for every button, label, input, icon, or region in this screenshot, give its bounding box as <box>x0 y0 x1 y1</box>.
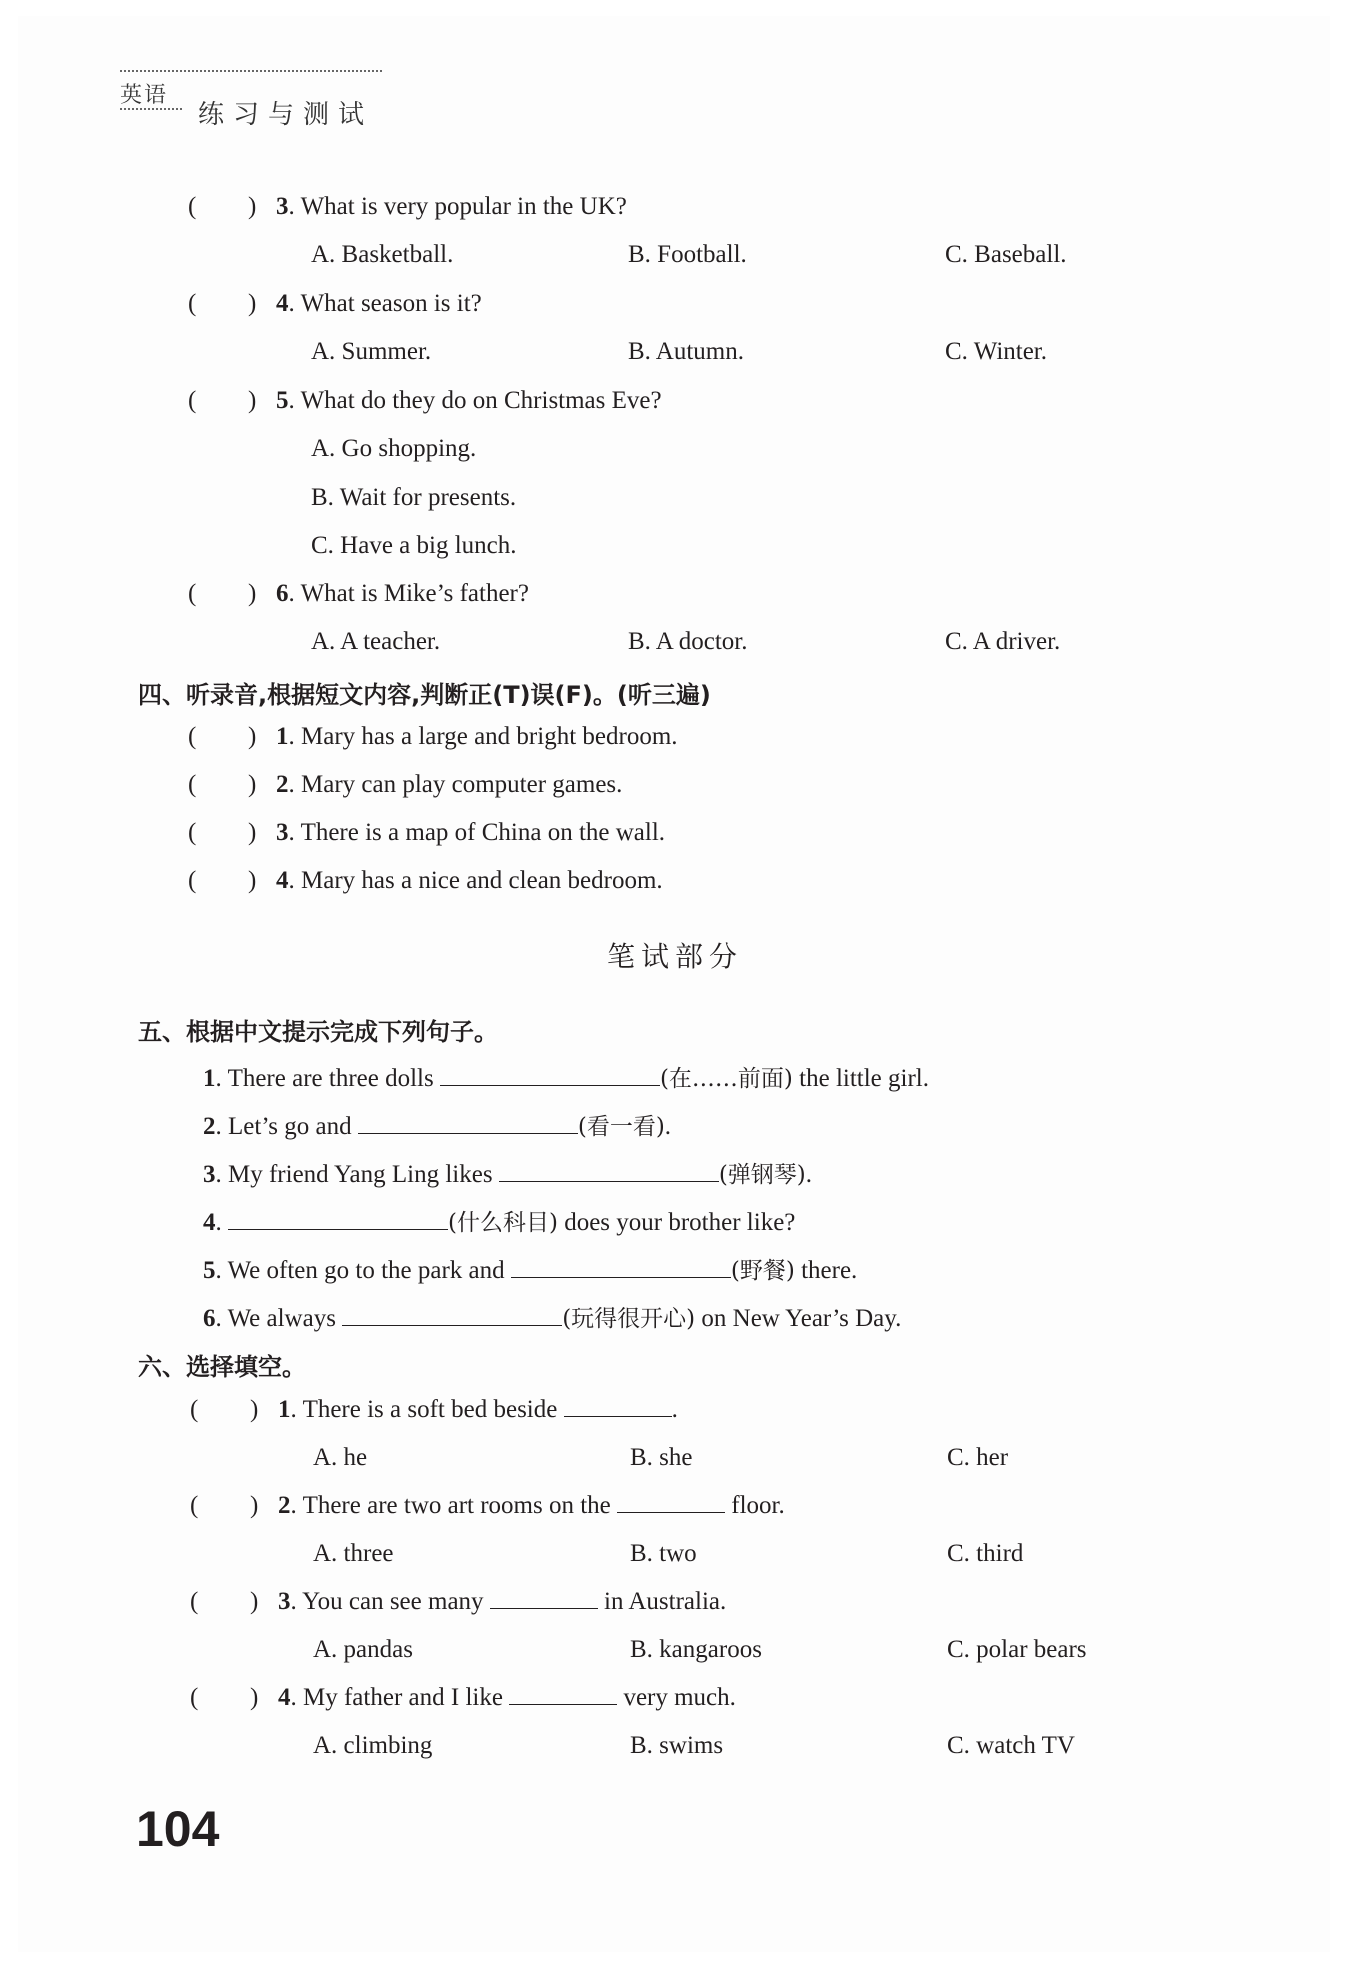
answer-blank[interactable] <box>228 1229 448 1230</box>
sentence-number: 3 <box>203 1161 216 1188</box>
page-header <box>120 70 385 128</box>
answer-paren-open: ( <box>188 193 197 220</box>
sentence-after: does your brother like? <box>564 1209 796 1236</box>
answer-blank[interactable] <box>509 1704 617 1705</box>
statement-text: There is a map of China on the wall. <box>300 819 666 846</box>
question-number: 1 <box>278 1396 291 1423</box>
question-line: 5. What do they do on Christmas Eve? <box>276 387 662 414</box>
header-dotted-underline <box>120 108 182 110</box>
section-heading-4: 四、听录音,根据短文内容,判断正(T)误(F)。(听三遍) <box>138 681 711 709</box>
answer-paren-close: ) <box>250 1396 259 1423</box>
statement-line: 4. Mary has a nice and clean bedroom. <box>276 867 663 894</box>
option-a: A. pandas <box>313 1636 413 1663</box>
option-a: A. he <box>313 1444 368 1471</box>
question-after: . <box>671 1396 678 1423</box>
answer-paren-open: ( <box>188 290 197 317</box>
question-after: very much. <box>623 1684 736 1711</box>
answer-paren-open: ( <box>190 1492 199 1519</box>
statement-number: 4 <box>276 867 289 894</box>
question-after: floor. <box>731 1492 785 1519</box>
answer-paren-open: ( <box>188 867 197 894</box>
statement-line: 2. Mary can play computer games. <box>276 771 623 798</box>
question-text: What is Mike’s father? <box>300 580 529 607</box>
option-a: A. climbing <box>313 1732 433 1759</box>
fill-sentence: 1. There are three dolls (在……前面) the little girl. <box>203 1065 929 1092</box>
sentence-after: the little girl. <box>799 1065 929 1092</box>
answer-paren-close: ) <box>248 290 257 317</box>
question-number: 3 <box>276 193 289 220</box>
header-dotted-rule <box>120 70 382 72</box>
sentence-after: on New Year’s Day. <box>701 1305 902 1332</box>
option-b: B. Wait for presents. <box>311 484 517 511</box>
answer-paren-close: ) <box>250 1684 259 1711</box>
answer-paren-close: ) <box>248 867 257 894</box>
sentence-before: There are three dolls <box>227 1065 434 1092</box>
statement-line: 3. There is a map of China on the wall. <box>276 819 666 846</box>
sentence-before: My friend Yang Ling likes <box>228 1161 493 1188</box>
answer-blank[interactable] <box>499 1181 719 1182</box>
question-line: 2. There are two art rooms on the floor. <box>278 1492 785 1519</box>
sentence-number: 1 <box>203 1065 216 1092</box>
answer-blank[interactable] <box>342 1325 562 1326</box>
question-number: 2 <box>278 1492 291 1519</box>
option-c: C. Baseball. <box>945 241 1067 268</box>
answer-blank[interactable] <box>440 1085 660 1086</box>
question-line: 1. There is a soft bed beside . <box>278 1396 678 1423</box>
fill-sentence: 6. We always (玩得很开心) on New Year’s Day. <box>203 1305 902 1332</box>
answer-paren-close: ) <box>248 193 257 220</box>
sentence-after: . <box>664 1113 672 1140</box>
option-c: C. her <box>947 1444 1009 1471</box>
answer-paren-close: ) <box>250 1588 259 1615</box>
answer-paren-open: ( <box>188 819 197 846</box>
statement-number: 1 <box>276 723 289 750</box>
answer-paren-close: ) <box>248 580 257 607</box>
answer-paren-close: ) <box>248 771 257 798</box>
sentence-number: 5 <box>203 1257 216 1284</box>
answer-paren-open: ( <box>188 723 197 750</box>
option-b: B. A doctor. <box>628 628 748 655</box>
sentence-before: We always <box>227 1305 336 1332</box>
answer-blank[interactable] <box>564 1416 672 1417</box>
option-a: A. Basketball. <box>311 241 454 268</box>
option-b: B. Autumn. <box>628 338 744 365</box>
sentence-number: 4 <box>203 1209 216 1236</box>
question-number: 6 <box>276 580 289 607</box>
answer-blank[interactable] <box>617 1512 725 1513</box>
answer-blank[interactable] <box>358 1133 578 1134</box>
option-b: B. kangaroos <box>630 1636 762 1663</box>
option-c: C. Have a big lunch. <box>311 532 517 559</box>
question-text: What is very popular in the UK? <box>300 193 627 220</box>
question-line: 3. What is very popular in the UK? <box>276 193 627 220</box>
fill-sentence: 4. (什么科目) does your brother like? <box>203 1209 796 1236</box>
question-number: 4 <box>276 290 289 317</box>
question-number: 4 <box>278 1684 291 1711</box>
question-line: 6. What is Mike’s father? <box>276 580 529 607</box>
chinese-hint: (弹钢琴) <box>718 1162 806 1188</box>
chinese-hint: (玩得很开心) <box>562 1306 696 1332</box>
question-line: 4. What season is it? <box>276 290 482 317</box>
question-before: There are two art rooms on the <box>302 1492 611 1519</box>
option-b: B. two <box>630 1540 697 1567</box>
question-text: What season is it? <box>300 290 482 317</box>
answer-blank[interactable] <box>490 1608 598 1609</box>
option-c: C. A driver. <box>945 628 1061 655</box>
question-before: There is a soft bed beside <box>302 1396 558 1423</box>
statement-number: 3 <box>276 819 289 846</box>
written-part-title: 笔试部分 <box>606 940 743 973</box>
option-c: C. watch TV <box>947 1732 1075 1759</box>
chinese-hint: (什么科目) <box>448 1210 558 1236</box>
sentence-number: 6 <box>203 1305 216 1332</box>
sentence-before: We often go to the park and <box>227 1257 505 1284</box>
option-a: A. Go shopping. <box>311 435 477 462</box>
statement-line: 1. Mary has a large and bright bedroom. <box>276 723 678 750</box>
fill-sentence: 5. We often go to the park and (野餐) there. <box>203 1257 858 1284</box>
answer-paren-close: ) <box>250 1492 259 1519</box>
question-before: My father and I like <box>303 1684 503 1711</box>
sentence-number: 2 <box>203 1113 216 1140</box>
statement-text: Mary has a nice and clean bedroom. <box>301 867 663 894</box>
answer-blank[interactable] <box>511 1277 731 1278</box>
section-heading-5: 五、根据中文提示完成下列句子。 <box>138 1018 498 1046</box>
sentence-before: Let’s go and <box>228 1113 352 1140</box>
question-before: You can see many <box>302 1588 484 1615</box>
sentence-after: . <box>805 1161 813 1188</box>
chinese-hint: (野餐) <box>730 1258 795 1284</box>
question-line: 4. My father and I like very much. <box>278 1684 736 1711</box>
answer-paren-open: ( <box>190 1588 199 1615</box>
question-number: 5 <box>276 387 289 414</box>
chinese-hint: (看一看) <box>577 1114 665 1140</box>
question-after: in Australia. <box>604 1588 727 1615</box>
option-a: A. three <box>313 1540 394 1567</box>
option-c: C. polar bears <box>947 1636 1087 1663</box>
chinese-hint: (在……前面) <box>659 1066 793 1092</box>
fill-sentence: 2. Let’s go and (看一看). <box>203 1113 672 1140</box>
section-heading-6: 六、选择填空。 <box>138 1353 306 1381</box>
option-b: B. she <box>630 1444 693 1471</box>
question-line: 3. You can see many in Australia. <box>278 1588 727 1615</box>
option-b: B. Football. <box>628 241 747 268</box>
answer-paren-close: ) <box>248 723 257 750</box>
sentence-after: there. <box>801 1257 858 1284</box>
fill-sentence: 3. My friend Yang Ling likes (弹钢琴). <box>203 1161 813 1188</box>
answer-paren-close: ) <box>248 819 257 846</box>
question-text: What do they do on Christmas Eve? <box>300 387 662 414</box>
statement-text: Mary can play computer games. <box>301 771 623 798</box>
page-number: 104 <box>136 1801 220 1857</box>
question-number: 3 <box>278 1588 291 1615</box>
answer-paren-open: ( <box>188 771 197 798</box>
statement-text: Mary has a large and bright bedroom. <box>301 723 678 750</box>
answer-paren-open: ( <box>190 1396 199 1423</box>
option-c: C. third <box>947 1540 1024 1567</box>
answer-paren-open: ( <box>190 1684 199 1711</box>
answer-paren-open: ( <box>188 387 197 414</box>
answer-paren-open: ( <box>188 580 197 607</box>
option-c: C. Winter. <box>945 338 1048 365</box>
header-title: 练习与测试 <box>198 100 374 130</box>
header-subject: 英语 <box>120 83 169 108</box>
answer-paren-close: ) <box>248 387 257 414</box>
option-b: B. swims <box>630 1732 724 1759</box>
option-a: A. Summer. <box>311 338 432 365</box>
option-a: A. A teacher. <box>311 628 441 655</box>
statement-number: 2 <box>276 771 289 798</box>
